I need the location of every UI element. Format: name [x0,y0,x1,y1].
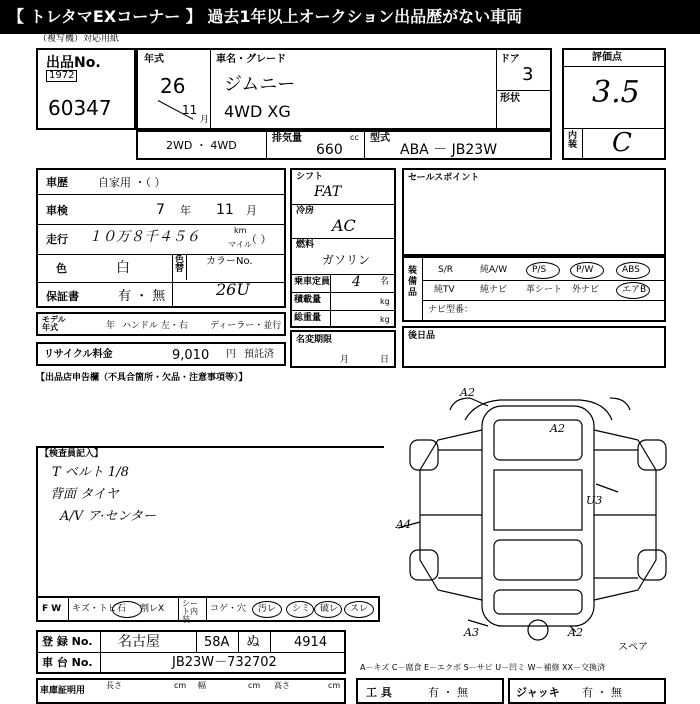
sales-point-label: セールスポイント [408,173,480,183]
inspector-line-2: 背面 タイヤ [50,487,119,502]
recycle-label: リサイクル料金 [44,349,113,360]
cert-unit-2: cm [248,681,261,690]
inspection-label: 車検 [46,204,68,217]
reg-city: 名古屋 [118,634,160,650]
fw-label: F W [42,604,62,614]
equip-airbag: エアB [622,285,647,295]
cert-width: 幅 [198,681,206,690]
history-label: 車歴 [46,176,68,189]
lot-number: 60347 [48,96,112,120]
later-label: 後日品 [408,331,436,341]
displacement-value: 660 [316,142,343,158]
model-name: ジムニー [224,74,296,95]
warranty-value: 有 ・ 無 [118,289,166,304]
car-damage-diagram [390,380,690,653]
doors-value: 3 [522,64,534,85]
notes-label: 【出品店申告欄（不具合箇所・欠品・注意事項等）】 [36,373,248,383]
equip-abs: ABS [622,265,640,275]
drive-label: 2WD ・ 4WD [166,139,237,152]
registration-box [36,630,346,674]
model-year-label: モデル年式 [42,315,66,332]
displacement-label: 排気量 [272,133,302,144]
fw-seat: シート内装 [182,599,198,624]
tools-box [356,678,504,704]
drive-box [136,130,552,160]
equip-ps: P/S [532,265,547,275]
inspection-month: 11 [216,202,234,218]
register-unit2: 日 [380,355,390,365]
fw-tear-circle [314,601,342,618]
capacity-value: 4 [352,274,361,290]
color-code: 26U [216,280,250,299]
aircon-label: 冷房 [296,206,315,216]
fw-tear: 破レ [320,604,339,614]
mileage-unit-km: km [234,226,247,235]
later-box [402,326,666,368]
tools-value: 有 ・ 無 [428,686,468,699]
inspection-year: 7 [156,202,165,218]
sales-point-box [402,168,666,256]
capacity-unit: 名 [380,277,390,287]
spare-label: スペア [618,642,648,653]
inspection-year-unit: 年 [180,204,191,217]
equip-navi-model: ナビ型番： [428,305,474,315]
doors-label: ドア [500,54,520,65]
register-box [290,330,396,368]
chassis-label: 車 台 No. [42,656,93,669]
fw-crack: 割レX [140,604,165,614]
mark-a3: A3 [464,626,479,639]
year-month-unit: 月 [200,115,210,125]
shift-label: シフト [296,172,324,182]
mileage-unit-mile: マイル [228,240,252,249]
equip-abs-circle [616,262,650,279]
fw-wear-circle [344,601,374,618]
recycle-box [36,342,286,366]
weight-unit: kg [380,315,390,324]
warranty-label: 保証書 [46,290,79,303]
jack-box [508,678,666,704]
fw-scratch: キズ・トビ石 [72,604,126,614]
equip-airbag-circle [616,282,650,299]
fw-stain-circle [252,601,282,618]
inspector-box [36,446,384,596]
equip-pw-circle [570,262,604,279]
score-value: 3.5 [592,75,640,110]
interior-label: 内装 [568,131,578,150]
equip-sr: S/R [438,265,453,275]
cert-box [36,678,346,704]
mileage-label: 走行 [46,233,68,246]
cert-unit-1: cm [174,681,187,690]
equip-tv: 純TV [434,285,455,295]
chassis-value: JB23W－732702 [172,655,277,670]
shape-label: 形状 [500,93,520,104]
mark-a2-rear: A2 [568,626,583,639]
type-value: ABA － JB23W [400,142,498,158]
color-code-label: カラーNo. [206,256,253,267]
interior-value: C [612,128,632,158]
fuel-value: ガソリン [322,253,371,267]
fw-stain: 汚レ [258,604,277,614]
mark-u3: U3 [586,494,603,507]
load-unit: kg [380,297,390,306]
reg-kana: ぬ [246,634,260,650]
model-grade: 4WD XG [224,102,291,121]
tools-label: 工 具 [366,686,392,699]
equipment-box [402,256,666,322]
model-year-box [36,312,286,336]
fw-stone-circle [112,601,142,618]
displacement-unit: cc [350,133,359,142]
mark-a4: A4 [396,518,411,531]
mileage-paren: （ ） [246,233,272,246]
lot-small-no: 1972 [46,70,77,82]
inspector-line-3: A/V ア·センター [60,509,156,524]
equipment-label: 装備品 [408,266,418,298]
reg-number: 4914 [294,635,328,650]
color-change-label: 色替 [175,255,185,274]
weight-label: 総重量 [294,313,322,323]
color-value: 白 [116,260,130,276]
mark-a2-top: A2 [460,386,475,399]
register-unit: 月 [340,355,350,365]
recycle-value: 9,010 [172,348,210,363]
jack-value: 有 ・ 無 [582,686,622,699]
equip-ext-navi: 外ナビ [572,285,600,295]
fw-spot-circle [286,601,314,618]
mark-a2-roof: A2 [550,422,565,435]
lot-label: 出品No. [46,55,101,71]
sheet-label: （複写機）対応用紙 [38,34,120,44]
inspection-month-unit: 月 [246,204,257,217]
load-label: 積載量 [294,295,322,305]
history-value: 自家用 ・（ ） [98,176,166,189]
jack-label: ジャッキ [516,686,560,699]
fw-row [36,596,380,622]
spec-box [290,168,396,328]
fuel-label: 燃料 [296,240,315,250]
model-year-unit: 年 [106,321,116,331]
fw-burn: コゲ・穴 [210,604,247,614]
equip-aw: 純A/W [480,265,508,275]
fw-spot: シミ [292,604,311,614]
cert-label: 車庫証明用 [40,686,86,696]
year-value: 26 [160,74,186,98]
reg-no-label: 登 録 No. [42,635,93,648]
register-label: 名変期限 [296,335,333,345]
inspector-line-1: T ベルト 1/8 [52,465,129,480]
year-label: 年式 [144,54,164,65]
model-label: 車名・グレード [216,54,286,65]
capacity-label: 乗車定員 [294,277,331,287]
cert-length: 長さ [106,681,122,690]
handle-label: ハンドル 左・右 [122,321,188,331]
equip-leather: 革シート [526,285,563,295]
equip-ps-circle [526,262,560,279]
cert-unit-3: cm [328,681,341,690]
header-title: 【 トレタマEXコーナー 】 過去1年以上オークション出品歴がない車両 [8,7,523,26]
recycle-status: 預託済 [244,349,274,360]
reg-class: 58A [204,635,230,650]
score-box [562,48,666,160]
dealer-label: ディーラー・並行 [210,321,282,331]
fw-wear: スレ [350,604,369,614]
header-banner [0,0,700,34]
recycle-unit: 円 [226,349,236,360]
cert-height: 高さ [274,681,290,690]
damage-legend: A－キズ C－腐食 E－エクボ S－サビ U－凹ミ W－補修 XX－交換済 [360,663,606,672]
type-label: 型式 [370,133,390,144]
shift-value: FAT [314,184,342,200]
lot-box [36,48,136,130]
score-label: 評価点 [592,52,622,63]
inspector-label: 【検査員記入】 [40,449,104,459]
details-box [36,168,286,308]
color-label: 色 [56,262,67,275]
equip-navi: 純ナビ [480,285,508,295]
year-month: 11 [182,103,198,117]
year-model-box [136,48,552,130]
aircon-value: AC [332,216,356,235]
mileage-value: １０万８千４５６ [88,229,200,245]
equip-pw: P/W [576,265,594,275]
